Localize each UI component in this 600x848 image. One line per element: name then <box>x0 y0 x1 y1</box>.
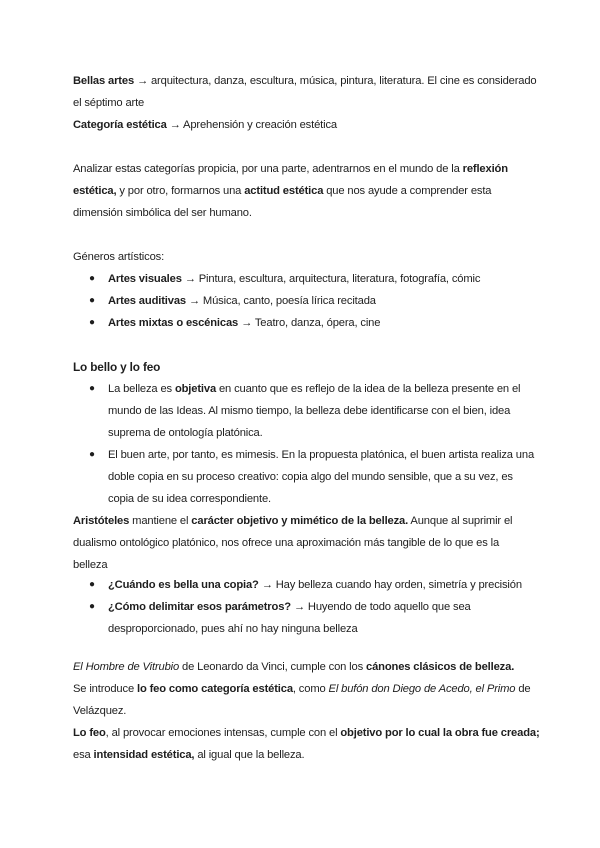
text: → Hay belleza cuando hay orden, simetría y precisión <box>258 579 522 591</box>
closing-line-4 <box>73 726 540 740</box>
closing-line-5 <box>73 748 304 762</box>
question-item-parametros <box>108 600 471 614</box>
intro-bellas-artes-line <box>73 74 537 88</box>
text: El buen arte, por tanto, es mimesis. En la propuesta platónica, el buen artista realiza una <box>108 449 535 461</box>
term-bellas-artes: Bellas artes <box>73 75 135 87</box>
italic-text: El bufón don Diego de Acedo, el Primo <box>328 683 516 695</box>
bello-bullet-1-line-3 <box>108 426 263 440</box>
text: Analizar estas categorías propicia, por una parte, adentrarnos en el mundo de la <box>73 163 463 175</box>
bold-text: estética, <box>73 185 117 197</box>
aristoteles-line-1 <box>73 514 512 528</box>
intro-categoria-line <box>73 118 337 132</box>
text: mantiene el <box>129 515 192 527</box>
bold-text: Lo feo <box>73 727 106 739</box>
aristoteles-line-3 <box>73 558 107 572</box>
text: al igual que la belleza. <box>194 749 305 761</box>
bold-text: lo feo como categoría estética <box>136 683 293 695</box>
text: Aunque al suprimir el <box>408 515 513 527</box>
bold-text: actitud estética <box>244 185 324 197</box>
bullet-icon: ● <box>89 579 95 590</box>
text: copia de su idea correspondiente. <box>108 493 271 505</box>
bello-bullet-2-line-3 <box>108 492 271 506</box>
bold-text: intensidad estética, <box>93 749 195 761</box>
aristoteles-line-2 <box>73 536 499 550</box>
text: de <box>515 683 531 695</box>
text: que nos ayude a comprender esta <box>323 185 492 197</box>
text: mundo de las Ideas. Al mismo tiempo, la belleza debe identificarse con el bien, idea <box>108 405 511 417</box>
text: → Teatro, danza, ópera, cine <box>238 317 381 329</box>
text: → Música, canto, poesía lírica recitada <box>185 295 376 307</box>
bello-bullet-1-line-2 <box>108 404 510 418</box>
list-item-artes-auditivas <box>108 294 376 308</box>
italic-text: El Hombre de Vitrubio <box>73 661 180 673</box>
bullet-icon: ● <box>89 449 95 460</box>
text: belleza <box>73 559 108 571</box>
text: dimensión simbólica del ser humano. <box>73 207 252 219</box>
bold-text: Artes auditivas <box>108 295 186 307</box>
bold-text: reflexión <box>462 163 508 175</box>
bold-text: Aristóteles <box>73 515 130 527</box>
text: de Leonardo da Vinci, cumple con los <box>179 661 366 673</box>
bullet-icon: ● <box>89 273 95 284</box>
text-categoria-estetica: → Aprehensión y creación estética <box>166 119 337 131</box>
bullet-icon: ● <box>89 295 95 306</box>
text: , como <box>292 683 329 695</box>
bold-text: ¿Cómo delimitar esos parámetros? <box>108 601 291 613</box>
section-heading-bello-feo <box>73 360 160 374</box>
bold-text: objetiva <box>174 383 217 395</box>
bullet-icon: ● <box>89 383 95 394</box>
bullet-icon: ● <box>89 317 95 328</box>
text: desproporcionado, pues ahí no hay ninguna belleza <box>108 623 358 635</box>
bold-text: ¿Cuándo es bella una copia? <box>108 579 259 591</box>
bello-bullet-2-line-1 <box>108 448 534 462</box>
text-bellas-artes: → arquitectura, danza, escultura, música, pintura, literatura. El cine es considerado <box>134 75 537 87</box>
text: , al provocar emociones intensas, cumple con el <box>105 727 341 739</box>
bold-text: Artes visuales <box>108 273 182 285</box>
text: doble copia en su proceso creativo: copia algo del mundo sensible, que a su vez, es <box>108 471 513 483</box>
closing-line-2 <box>73 682 530 696</box>
question-item-copia <box>108 578 522 592</box>
term-categoria-estetica: Categoría estética <box>73 119 167 131</box>
text: → Huyendo de todo aquello que sea <box>290 601 471 613</box>
bold-text: cánones clásicos de belleza. <box>366 661 515 673</box>
bold-text: Artes mixtas o escénicas <box>108 317 239 329</box>
bold-text: carácter objetivo y mimético de la belleza. <box>191 515 409 527</box>
bullet-icon: ● <box>89 601 95 612</box>
list-item-artes-visuales <box>108 272 480 286</box>
text: Velázquez. <box>73 705 127 717</box>
analizar-line-3 <box>73 206 252 220</box>
analizar-line-2 <box>73 184 491 198</box>
text: esa <box>73 749 94 761</box>
bold-text: objetivo por lo cual la obra fue creada; <box>340 727 540 739</box>
heading-text: Lo bello y lo feo <box>73 360 161 374</box>
text: Se introduce <box>73 683 137 695</box>
question-item-parametros-line-2 <box>108 622 358 636</box>
generos-title <box>73 250 164 264</box>
closing-line-3 <box>73 704 126 718</box>
list-item-artes-mixtas <box>108 316 380 330</box>
text: Géneros artísticos: <box>73 251 165 263</box>
text: suprema de ontología platónica. <box>108 427 263 439</box>
bello-bullet-1-line-1 <box>108 382 520 396</box>
text: en cuanto que es reflejo de la idea de la belleza presente en el <box>216 383 521 395</box>
analizar-line-1 <box>73 162 508 176</box>
text: y por otro, formarnos una <box>116 185 245 197</box>
closing-line-1 <box>73 660 514 674</box>
text-septimo-arte: el séptimo arte <box>73 97 145 109</box>
intro-bellas-artes-line2 <box>73 96 144 110</box>
text: → Pintura, escultura, arquitectura, literatura, fotografía, cómic <box>181 273 481 285</box>
text: La belleza es <box>108 383 175 395</box>
bello-bullet-2-line-2 <box>108 470 513 484</box>
text: dualismo ontológico platónico, nos ofrece una aproximación más tangible de lo que es la <box>73 537 500 549</box>
